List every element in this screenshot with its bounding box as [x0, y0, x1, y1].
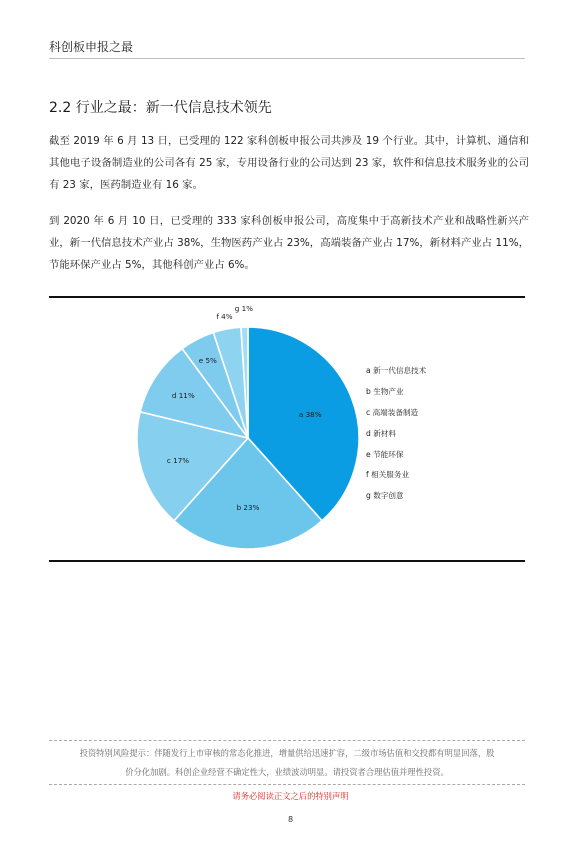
- figure-bottom-rule: [49, 560, 525, 562]
- page-number: 8: [287, 815, 294, 824]
- legend-item-c: c 高端装备制造: [366, 407, 419, 417]
- header-title: 科创板申报之最: [49, 40, 134, 54]
- risk-warning-line: 价分化加剧。科创企业经营不确定性大，业绩波动明显。请投资者合理估值并理性投资。: [125, 767, 449, 777]
- disclaimer-note: 请务必阅读正文之后的特别声明: [232, 791, 349, 801]
- chart-legend: [366, 365, 426, 511]
- section-title: 2.2 行业之最：新一代信息技术领先: [49, 100, 272, 116]
- header-divider: [49, 58, 525, 59]
- industry-pie-chart: [0, 300, 581, 560]
- pie-data-label-f: f 4%: [216, 311, 233, 321]
- pie-data-label-b: b 23%: [236, 502, 260, 512]
- pie-data-label-e: e 5%: [198, 356, 217, 366]
- pie-data-label-c: c 17%: [166, 455, 190, 465]
- body-paragraph: 到 2020 年 6 月 10 日，已受理的 333 家科创板申报公司，高度集中于高新技术产业和战略性新兴产业，新一代信息技术产业占 38%，生物医药产业占 23%，高端装备产业占 17%，新材料产业占 11%，节能环保产业占 5%，其他科创产业占 6%。: [49, 215, 529, 271]
- risk-warning-line: 投资特别风险提示：伴随发行上市审核的常态化推进，增量供给迅速扩容，二级市场估值和交投都有明显回落，股: [79, 748, 495, 758]
- legend-item-a: a 新一代信息技术: [366, 366, 427, 375]
- body-paragraph: 截至 2019 年 6 月 13 日，已受理的 122 家科创板申报公司共涉及 19 个行业。其中，计算机、通信和其他电子设备制造业的公司各有 25 家，专用设备行业的公司达到 23 家，软件和信息技术服务业的公司有 23 家，医药制造业有 16 家。: [49, 135, 529, 191]
- pie-data-label-d: d 11%: [171, 390, 195, 400]
- pie-data-label-g: g 1%: [234, 304, 254, 314]
- legend-item-g: g 数字创意: [366, 491, 404, 501]
- legend-item-d: d 新材料: [366, 428, 397, 438]
- footer-divider: [49, 740, 525, 741]
- legend-item-f: f 相关服务业: [366, 470, 410, 480]
- legend-item-e: e 节能环保: [366, 449, 404, 459]
- pie-data-label-a: a 38%: [298, 410, 322, 420]
- figure-top-rule: [49, 296, 525, 298]
- legend-item-b: b 生物产业: [366, 386, 404, 396]
- footer-divider: [49, 784, 525, 785]
- risk-warning: [49, 744, 525, 782]
